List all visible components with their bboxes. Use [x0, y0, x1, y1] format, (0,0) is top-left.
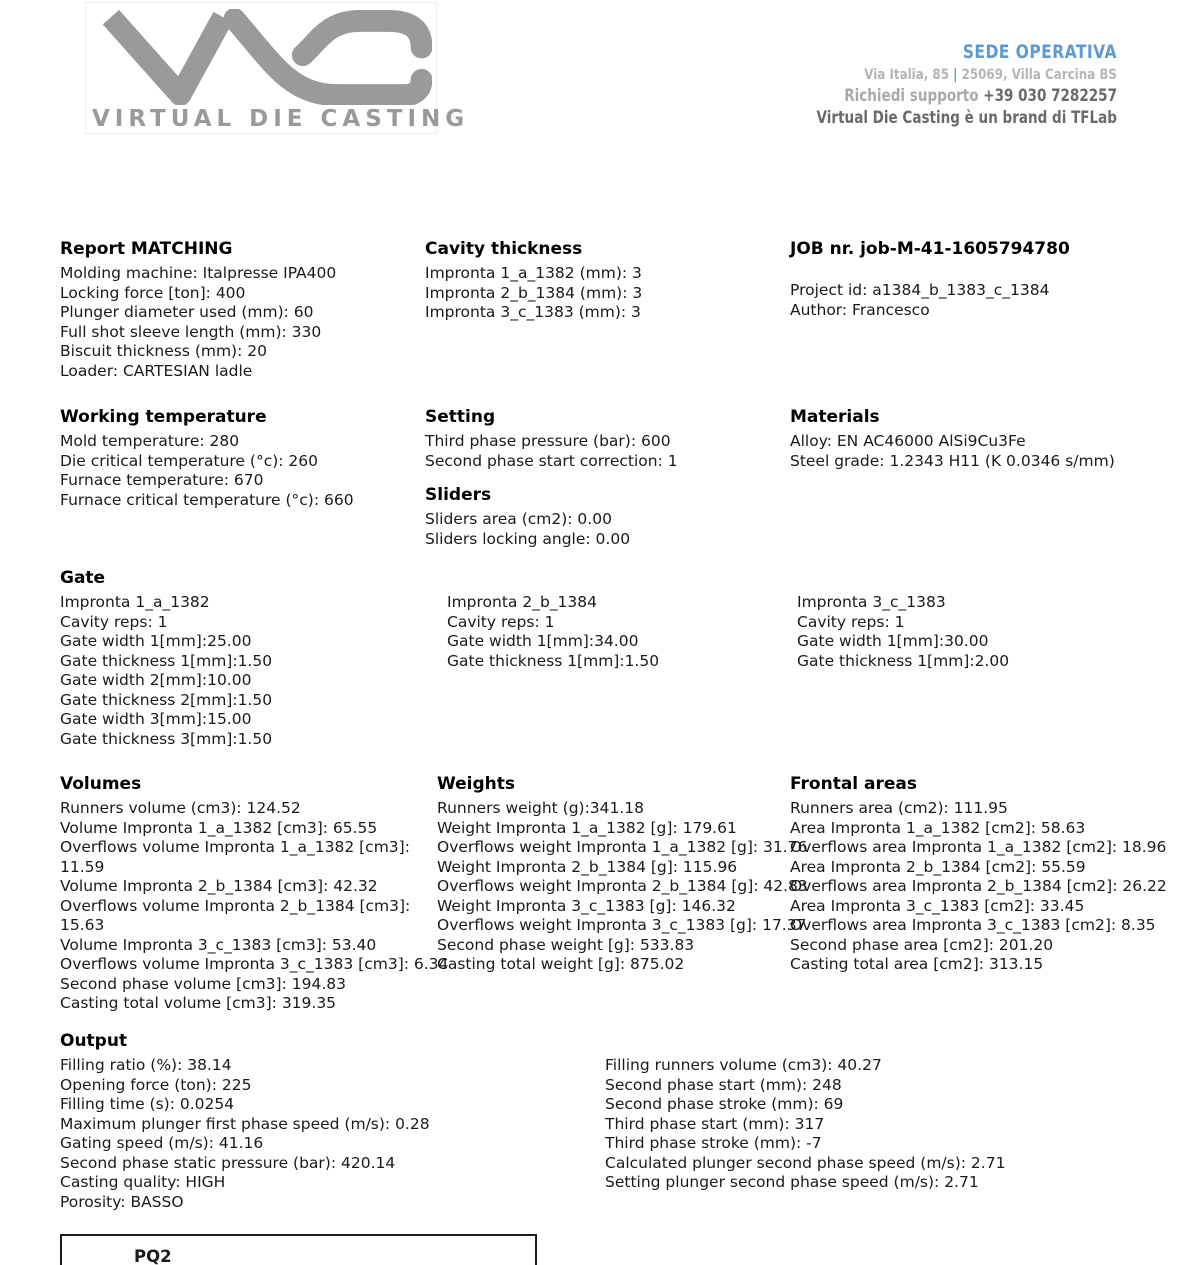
- text-line: Overflows area Impronta 3_c_1383 [cm2]: 8.35: [790, 916, 1156, 934]
- text-line: Casting total volume [cm3]: 319.35: [60, 994, 337, 1012]
- setting-lines: [425, 432, 780, 471]
- text-line: Setting plunger second phase speed (m/s): 2.71: [605, 1173, 979, 1191]
- text-line: Gate width 1[mm]:30.00: [797, 632, 989, 650]
- section-weights: [437, 773, 808, 975]
- text-line: Locking force [ton]: 400: [60, 283, 246, 302]
- vdc-logo: [85, 2, 470, 134]
- vdc-logo-icon: [90, 9, 432, 105]
- section-title: Frontal areas: [790, 774, 918, 794]
- section-setting-sliders: [425, 406, 780, 549]
- section-title: JOB nr. job-M-41-1605794780: [790, 239, 1070, 259]
- materials-lines: [790, 432, 1200, 471]
- text-line: Calculated plunger second phase speed (m/s): 2.71: [605, 1153, 1006, 1172]
- text-line: 15.63: [60, 916, 105, 934]
- gate-column-2: [447, 593, 787, 671]
- text-line: Overflows volume Impronta 3_c_1383 [cm3]: 6.34: [60, 955, 449, 973]
- office-brand-line: Virtual Die Casting è un brand di TFLab: [816, 108, 1117, 127]
- text-line: Second phase area [cm2]: 201.20: [790, 935, 1054, 954]
- text-line: Cavity reps: 1: [447, 612, 555, 631]
- text-line: Overflows area Impronta 1_a_1382 [cm2]: 18.96: [790, 838, 1167, 856]
- text-line: Cavity reps: 1: [60, 612, 168, 631]
- section-title: Weights: [437, 774, 516, 794]
- frontal-areas-lines: [790, 799, 1200, 975]
- text-line: Gate width 1[mm]:34.00: [447, 632, 639, 650]
- section-title: Materials: [790, 407, 880, 427]
- text-line: Gate width 2[mm]:10.00: [60, 671, 252, 689]
- gate-column-1: [60, 593, 420, 749]
- weights-lines: [437, 799, 808, 975]
- text-line: Runners weight (g):341.18: [437, 799, 645, 817]
- text-line: Porosity: BASSO: [60, 1192, 184, 1211]
- text-line: Biscuit thickness (mm): 20: [60, 342, 267, 360]
- text-line: Sliders locking angle: 0.00: [425, 529, 631, 548]
- text-line: Author: Francesco: [790, 300, 930, 319]
- office-info: [773, 40, 1117, 129]
- text-line: Gate thickness 2[mm]:1.50: [60, 690, 273, 709]
- text-line: Gating speed (m/s): 41.16: [60, 1134, 264, 1152]
- gate-column-3: [797, 593, 1137, 671]
- text-line: Second phase volume [cm3]: 194.83: [60, 974, 346, 993]
- address-separator: |: [953, 67, 958, 83]
- section-report-matching: [60, 238, 420, 381]
- section-working-temperature: [60, 406, 420, 510]
- text-line: Overflows volume Impronta 1_a_1382 [cm3]:: [60, 838, 410, 856]
- section-job: [790, 238, 1200, 320]
- text-line: Runners volume (cm3): 124.52: [60, 799, 301, 817]
- text-line: Die critical temperature (°c): 260: [60, 451, 318, 470]
- text-line: Volume Impronta 3_c_1383 [cm3]: 53.40: [60, 935, 377, 954]
- section-title: Sliders: [425, 485, 492, 505]
- text-line: Casting total weight [g]: 875.02: [437, 955, 685, 973]
- office-title: SEDE OPERATIVA: [962, 41, 1117, 63]
- text-line: Impronta 3_c_1383 (mm): 3: [425, 303, 641, 321]
- output-left-lines: [60, 1056, 560, 1212]
- section-gate-title: [60, 567, 420, 593]
- volumes-lines: [60, 799, 449, 1014]
- section-cavity-thickness: [425, 238, 780, 323]
- office-support: Richiedi supporto +39 030 7282257: [844, 86, 1117, 105]
- section-output-title: [60, 1030, 460, 1056]
- section-volumes: [60, 773, 449, 1014]
- text-line: Overflows weight Impronta 1_a_1382 [g]: 31.76: [437, 838, 808, 856]
- text-line: Volume Impronta 2_b_1384 [cm3]: 42.32: [60, 877, 378, 895]
- text-line: Volume Impronta 1_a_1382 [cm3]: 65.55: [60, 818, 378, 837]
- text-line: Overflows volume Impronta 2_b_1384 [cm3]:: [60, 896, 411, 915]
- text-line: Overflows weight Impronta 3_c_1383 [g]: 17.37: [437, 916, 807, 934]
- pq2-label: PQ2: [134, 1247, 172, 1265]
- text-line: Gate width 3[mm]:15.00: [60, 710, 252, 728]
- text-line: 11.59: [60, 857, 105, 876]
- support-phone: +39 030 7282257: [983, 86, 1117, 105]
- section-frontal-areas: [790, 773, 1200, 975]
- text-line: Second phase start correction: 1: [425, 451, 678, 470]
- text-line: Runners area (cm2): 111.95: [790, 799, 1008, 817]
- text-line: Impronta 2_b_1384 (mm): 3: [425, 283, 643, 302]
- output-right-lines: [605, 1056, 1105, 1193]
- text-line: Sliders area (cm2): 0.00: [425, 510, 612, 528]
- gate-column-1-lines: [60, 593, 420, 749]
- report-matching-lines: [60, 264, 420, 381]
- text-line: Maximum plunger first phase speed (m/s): 0.28: [60, 1114, 430, 1133]
- text-line: Gate thickness 1[mm]:1.50: [60, 651, 273, 670]
- text-line: Second phase weight [g]: 533.83: [437, 935, 695, 954]
- cavity-thickness-lines: [425, 264, 780, 323]
- text-line: Furnace critical temperature (°c): 660: [60, 490, 354, 509]
- text-line: Gate thickness 1[mm]:2.00: [797, 651, 1010, 670]
- text-line: Furnace temperature: 670: [60, 471, 264, 489]
- office-address: Via Italia, 85 | 25069, Villa Carcina BS: [864, 67, 1117, 83]
- text-line: Filling ratio (%): 38.14: [60, 1056, 232, 1074]
- text-line: Opening force (ton): 225: [60, 1075, 252, 1094]
- output-right-column: [605, 1056, 1105, 1193]
- text-line: Overflows weight Impronta 2_b_1384 [g]: 42.83: [437, 877, 808, 895]
- text-line: Cavity reps: 1: [797, 612, 905, 631]
- vdc-logo-wordmark: VIRTUAL DIE CASTING: [92, 106, 470, 132]
- job-lines: [790, 281, 1200, 320]
- section-title: Gate: [60, 568, 106, 588]
- section-title: Cavity thickness: [425, 239, 583, 259]
- text-line: Project id: a1384_b_1383_c_1384: [790, 281, 1050, 299]
- output-left-column: [60, 1056, 560, 1212]
- text-line: Plunger diameter used (mm): 60: [60, 303, 314, 321]
- text-line: Area Impronta 2_b_1384 [cm2]: 55.59: [790, 857, 1086, 876]
- text-line: Steel grade: 1.2343 H11 (K 0.0346 s/mm): [790, 451, 1115, 470]
- text-line: Weight Impronta 1_a_1382 [g]: 179.61: [437, 818, 737, 837]
- text-line: Impronta 1_a_1382 (mm): 3: [425, 264, 642, 282]
- text-line: Gate thickness 3[mm]:1.50: [60, 729, 273, 748]
- section-title: Report MATCHING: [60, 239, 233, 259]
- text-line: Third phase pressure (bar): 600: [425, 432, 671, 450]
- text-line: Alloy: EN AC46000 AlSi9Cu3Fe: [790, 432, 1026, 450]
- pq2-chart-box: [60, 1234, 537, 1265]
- text-line: Full shot sleeve length (mm): 330: [60, 322, 322, 341]
- text-line: Impronta 3_c_1383: [797, 593, 946, 611]
- text-line: Casting total area [cm2]: 313.15: [790, 955, 1044, 973]
- text-line: Mold temperature: 280: [60, 432, 240, 450]
- text-line: Loader: CARTESIAN ladle: [60, 361, 253, 380]
- text-line: Casting quality: HIGH: [60, 1173, 226, 1191]
- section-title: Volumes: [60, 774, 142, 794]
- text-line: Second phase start (mm): 248: [605, 1075, 842, 1094]
- working-temperature-lines: [60, 432, 420, 510]
- text-line: Area Impronta 1_a_1382 [cm2]: 58.63: [790, 818, 1086, 837]
- text-line: Third phase stroke (mm): -7: [605, 1134, 822, 1152]
- text-line: Second phase static pressure (bar): 420.14: [60, 1153, 396, 1172]
- text-line: Impronta 1_a_1382: [60, 593, 210, 611]
- gate-column-3-lines: [797, 593, 1137, 671]
- section-title: Output: [60, 1031, 128, 1051]
- text-line: Gate thickness 1[mm]:1.50: [447, 651, 660, 670]
- sliders-lines: [425, 510, 780, 549]
- text-line: Molding machine: Italpresse IPA400: [60, 264, 337, 282]
- text-line: Filling runners volume (cm3): 40.27: [605, 1056, 882, 1074]
- text-line: Weight Impronta 3_c_1383 [g]: 146.32: [437, 896, 736, 915]
- text-line: Impronta 2_b_1384: [447, 593, 597, 611]
- text-line: Area Impronta 3_c_1383 [cm2]: 33.45: [790, 896, 1085, 915]
- text-line: Filling time (s): 0.0254: [60, 1095, 235, 1113]
- section-materials: [790, 406, 1200, 471]
- text-line: Third phase start (mm): 317: [605, 1114, 825, 1133]
- text-line: Weight Impronta 2_b_1384 [g]: 115.96: [437, 857, 738, 876]
- text-line: Second phase stroke (mm): 69: [605, 1095, 844, 1113]
- section-sliders: [425, 484, 780, 549]
- text-line: Overflows area Impronta 2_b_1384 [cm2]: 26.22: [790, 877, 1167, 895]
- section-title: Setting: [425, 407, 496, 427]
- gate-column-2-lines: [447, 593, 787, 671]
- section-title: Working temperature: [60, 407, 267, 427]
- text-line: Gate width 1[mm]:25.00: [60, 632, 252, 650]
